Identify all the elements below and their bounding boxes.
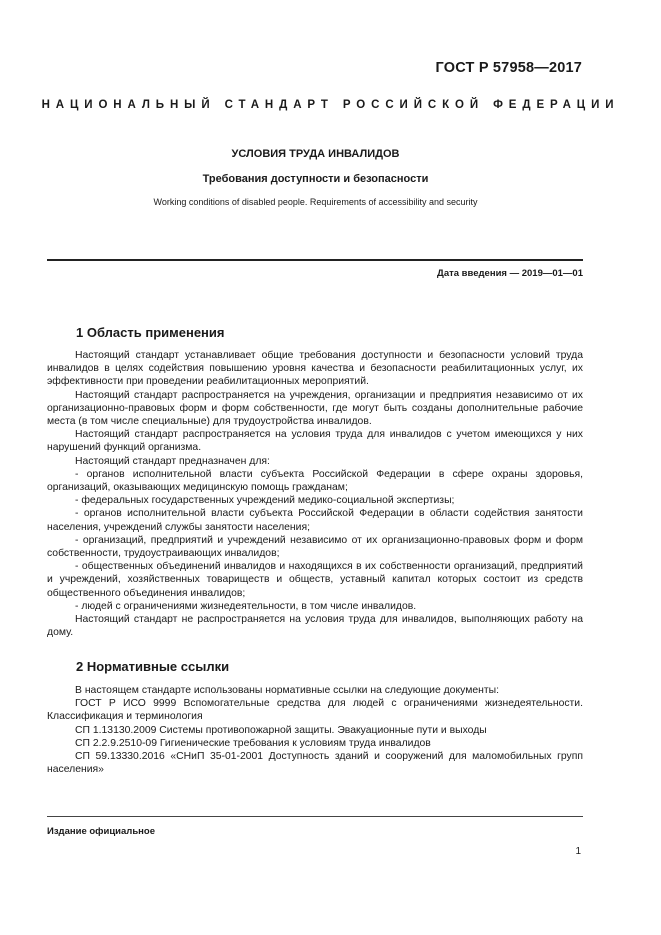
standard-code: ГОСТ Р 57958—2017 [435, 60, 582, 76]
reference-item: ГОСТ Р ИСО 9999 Вспомогательные средства для людей с ограничениями жизнедеятельности. Классификация и терминология [47, 698, 583, 723]
section-1-body [47, 349, 583, 639]
section-2-body [47, 684, 583, 776]
document-title-english: Working conditions of disabled people. Requirements of accessibility and security [153, 197, 478, 207]
list-item: - органов исполнительной власти субъекта Российской Федерации в сфере охраны здоровья, организаций, оказывающих медицинскую помощь гражданам; [47, 468, 583, 494]
paragraph: Настоящий стандарт не распространяется на условия труда для инвалидов, выполняющих работу на дому. [47, 614, 583, 639]
section-2-heading: 2 Нормативные ссылки [76, 659, 230, 674]
national-standard-banner: НАЦИОНАЛЬНЫЙ СТАНДАРТ РОССИЙСКОЙ ФЕДЕРАЦИИ [41, 99, 620, 111]
section-1-heading: 1 Область применения [76, 325, 225, 340]
list-item: - федеральных государственных учреждений медико-социальной экспертизы; [75, 495, 455, 507]
title-divider [47, 259, 583, 261]
list-item: - людей с ограничениями жизнедеятельности, в том числе инвалидов. [75, 600, 417, 612]
page-number: 1 [575, 846, 581, 857]
list-item: - организаций, предприятий и учреждений независимо от их организационно-правовых форм и форм собственности, трудоустраивающих инвалидов; [47, 534, 583, 560]
paragraph: Настоящий стандарт устанавливает общие требования доступности и безопасности условий труда инвалидов в целях содействия повышению уровня качества и безопасности реабилитационных услуг, их эффективности при проведении реабилитационных мероприятий. [47, 350, 583, 388]
paragraph: Настоящий стандарт распространяется на условия труда для инвалидов с учетом имеющихся у них нарушений функций организма. [47, 429, 583, 454]
reference-item: СП 2.2.9.2510-09 Гигиенические требования к условиям труда инвалидов [75, 737, 431, 749]
document-title: УСЛОВИЯ ТРУДА ИНВАЛИДОВ [231, 148, 400, 160]
paragraph: Настоящий стандарт распространяется на учреждения, организации и предприятия независимо от их организационно-правовых форм и форм собственности, где могут быть созданы дополнительные рабочие места (в том числе специальные) для трудоустройства инвалидов. [47, 389, 583, 428]
official-edition-label: Издание официальное [47, 826, 155, 837]
list-item: - органов исполнительной власти субъекта Российской Федерации в области содействия занятости населения, учреждений службы занятости населения; [47, 508, 583, 533]
reference-item: СП 59.13330.2016 «СНиП 35-01-2001 Доступность зданий и сооружений для маломобильных групп населения» [47, 751, 583, 776]
footer-divider [47, 816, 583, 817]
paragraph: В настоящем стандарте использованы нормативные ссылки на следующие документы: [75, 685, 499, 696]
reference-item: СП 1.13130.2009 Системы противопожарной защиты. Эвакуационные пути и выходы [75, 724, 487, 736]
document-subtitle: Требования доступности и безопасности [202, 173, 429, 185]
paragraph: Настоящий стандарт предназначен для: [75, 455, 270, 467]
effective-date: Дата введения — 2019—01—01 [437, 268, 583, 279]
list-item: - общественных объединений инвалидов и находящихся в их собственности организаций, предприятий и учреждений, хозяйственных товариществ и обществ, уставный капитал которых состоит из средств общественного объединения инвалидов; [47, 561, 583, 599]
